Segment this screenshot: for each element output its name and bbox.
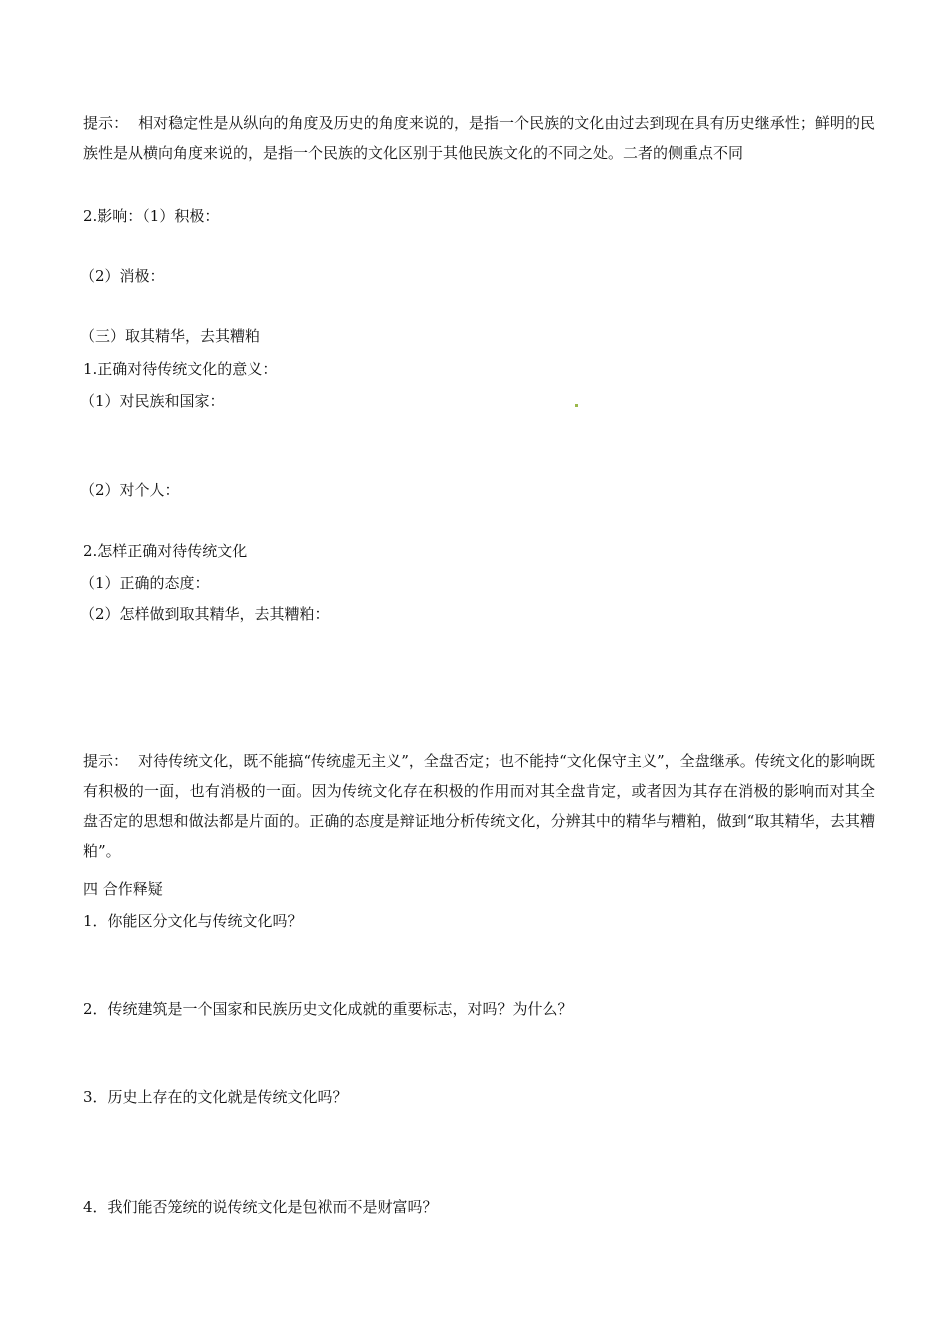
- hint-text: 相对稳定性是从纵向的角度及历史的角度来说的，是指一个民族的文化由过去到现在具有历史继承性；鲜明的民族性是从横向角度来说的，是指一个民族的文化区别于其他民族文化的不同之处。二者的侧重点不同: [83, 114, 875, 162]
- section-heading-essence: （三）取其精华，去其糟粕: [80, 327, 261, 345]
- hint-label: 提示：: [83, 752, 129, 770]
- hint-paragraph-stability: [83, 108, 875, 168]
- attitude-label: （1）正确的态度：: [80, 574, 210, 592]
- for-nation-label: （1）对民族和国家：: [80, 392, 225, 410]
- meaning-title: 1.正确对待传统文化的意义：: [83, 360, 278, 378]
- how-to-label: （2）怎样做到取其精华，去其糟粕：: [80, 605, 330, 623]
- hint-label: 提示：: [83, 114, 129, 132]
- for-person-label: （2）对个人：: [80, 481, 180, 499]
- hint-paragraph-attitude: [83, 746, 875, 866]
- question-1: 1．你能区分文化与传统文化吗？: [83, 912, 303, 930]
- cooperation-heading: 四 合作释疑: [83, 880, 163, 898]
- question-4: 4．我们能否笼统的说传统文化是包袱而不是财富吗？: [83, 1198, 438, 1216]
- negative-label: （2）消极：: [80, 267, 165, 285]
- question-3: 3．历史上存在的文化就是传统文化吗？: [83, 1088, 348, 1106]
- how-title: 2.怎样正确对待传统文化: [83, 542, 248, 560]
- question-2: 2．传统建筑是一个国家和民族历史文化成就的重要标志，对吗？为什么？: [83, 1000, 573, 1018]
- scan-speck: [575, 404, 578, 407]
- influence-title: 2.影响：（1）积极：: [83, 207, 220, 225]
- hint-text: 对待传统文化，既不能搞“传统虚无主义”，全盘否定；也不能持“文化保守主义”，全盘继承。传统文化的影响既有积极的一面，也有消极的一面。因为传统文化存在积极的作用而对其全盘肯定，或者因为其存在消极的影响而对其全盘否定的思想和做法都是片面的。正确的态度是辩证地分析传统文化，分辨其中的精华与糟粕，做到“取其精华，去其糟粕”。: [83, 752, 875, 860]
